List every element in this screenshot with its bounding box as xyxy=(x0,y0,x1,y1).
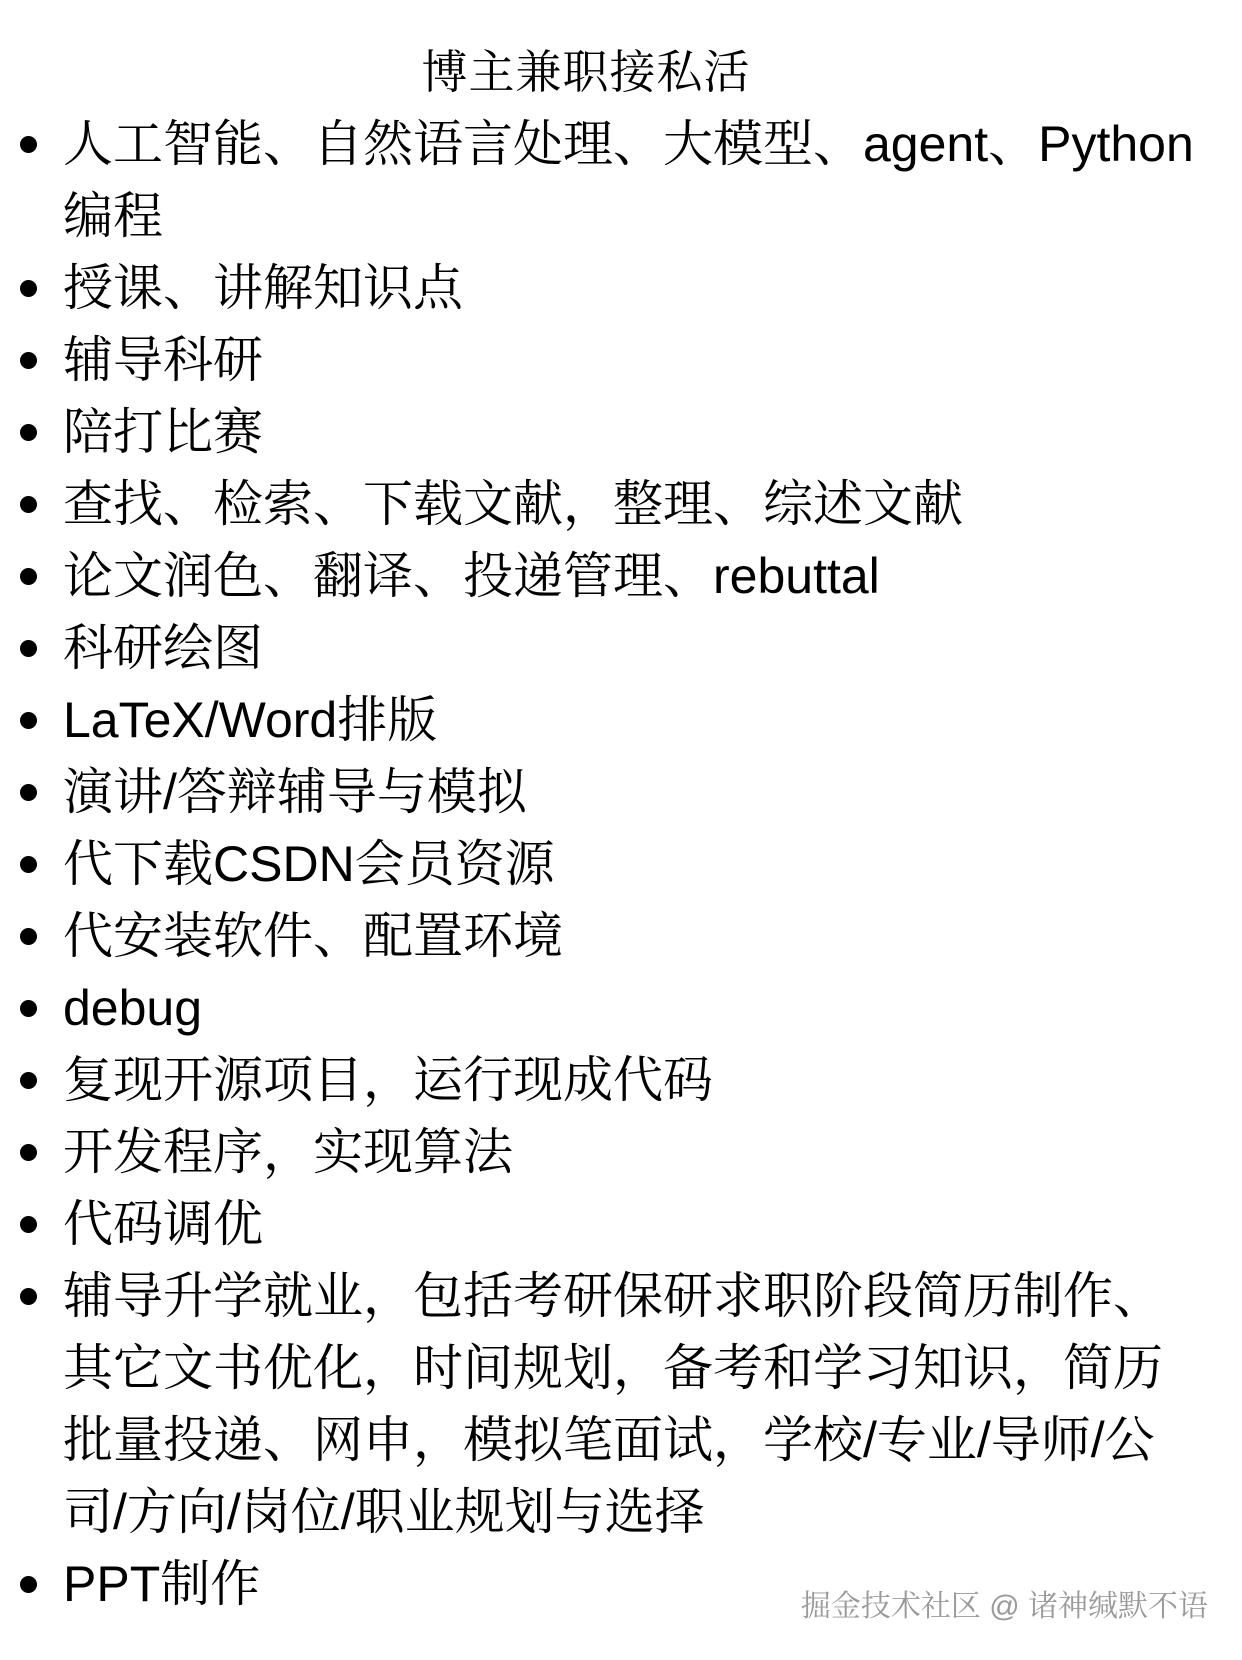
list-item-text: 人工智能、自然语言处理、大模型、agent、Python编程 xyxy=(63,116,1194,244)
bullet-icon xyxy=(20,1576,37,1593)
bullet-icon xyxy=(20,1216,37,1233)
list-item xyxy=(20,972,1206,1044)
list-item-text: debug xyxy=(63,980,203,1036)
list-item xyxy=(20,1116,1206,1188)
list-item-text: 查找、检索、下载文献，整理、综述文献 xyxy=(63,476,963,532)
bullet-icon xyxy=(20,1000,37,1017)
list-item xyxy=(20,1260,1206,1548)
watermark: 掘金技术社区 @ 诸神缄默不语 xyxy=(800,1590,1208,1623)
service-list xyxy=(0,108,1242,1620)
list-item xyxy=(20,108,1206,252)
list-item xyxy=(20,756,1206,828)
list-item-text: 复现开源项目，运行现成代码 xyxy=(63,1052,713,1108)
bullet-icon xyxy=(20,640,37,657)
list-item xyxy=(20,324,1206,396)
list-item xyxy=(20,396,1206,468)
list-item xyxy=(20,1044,1206,1116)
list-item-text: PPT制作 xyxy=(63,1556,261,1612)
list-item-text: 开发程序，实现算法 xyxy=(63,1124,513,1180)
list-item-text: 辅导升学就业，包括考研保研求职阶段简历制作、其它文书优化，时间规划，备考和学习知识，简历批量投递、网申，模拟笔面试，学校/专业/导师/公司/方向/岗位/职业规划与选择 xyxy=(63,1268,1163,1540)
list-item-text: 授课、讲解知识点 xyxy=(63,260,463,316)
page-title: 博主兼职接私活 xyxy=(421,46,751,98)
bullet-icon xyxy=(20,856,37,873)
list-item xyxy=(20,900,1206,972)
bullet-icon xyxy=(20,568,37,585)
list-item xyxy=(20,1188,1206,1260)
list-item xyxy=(20,252,1206,324)
bullet-icon xyxy=(20,352,37,369)
list-item-text: 辅导科研 xyxy=(63,332,263,388)
list-item-text: LaTeX/Word排版 xyxy=(63,692,438,748)
bullet-icon xyxy=(20,1144,37,1161)
bullet-icon xyxy=(20,496,37,513)
bullet-icon xyxy=(20,1072,37,1089)
bullet-icon xyxy=(20,712,37,729)
list-item-text: 代安装软件、配置环境 xyxy=(63,908,563,964)
list-item xyxy=(20,828,1206,900)
bullet-icon xyxy=(20,280,37,297)
bullet-icon xyxy=(20,136,37,153)
list-item xyxy=(20,684,1206,756)
list-item-text: 演讲/答辩辅导与模拟 xyxy=(63,764,527,820)
bullet-icon xyxy=(20,784,37,801)
list-item-text: 陪打比赛 xyxy=(63,404,263,460)
bullet-icon xyxy=(20,928,37,945)
bullet-icon xyxy=(20,1288,37,1305)
list-item xyxy=(20,540,1206,612)
list-item-text: 代码调优 xyxy=(63,1196,263,1252)
list-item-text: 论文润色、翻译、投递管理、rebuttal xyxy=(63,548,880,604)
list-item-text: 科研绘图 xyxy=(63,620,263,676)
list-item xyxy=(20,468,1206,540)
list-item-text: 代下载CSDN会员资源 xyxy=(63,836,555,892)
bullet-icon xyxy=(20,424,37,441)
list-item xyxy=(20,612,1206,684)
